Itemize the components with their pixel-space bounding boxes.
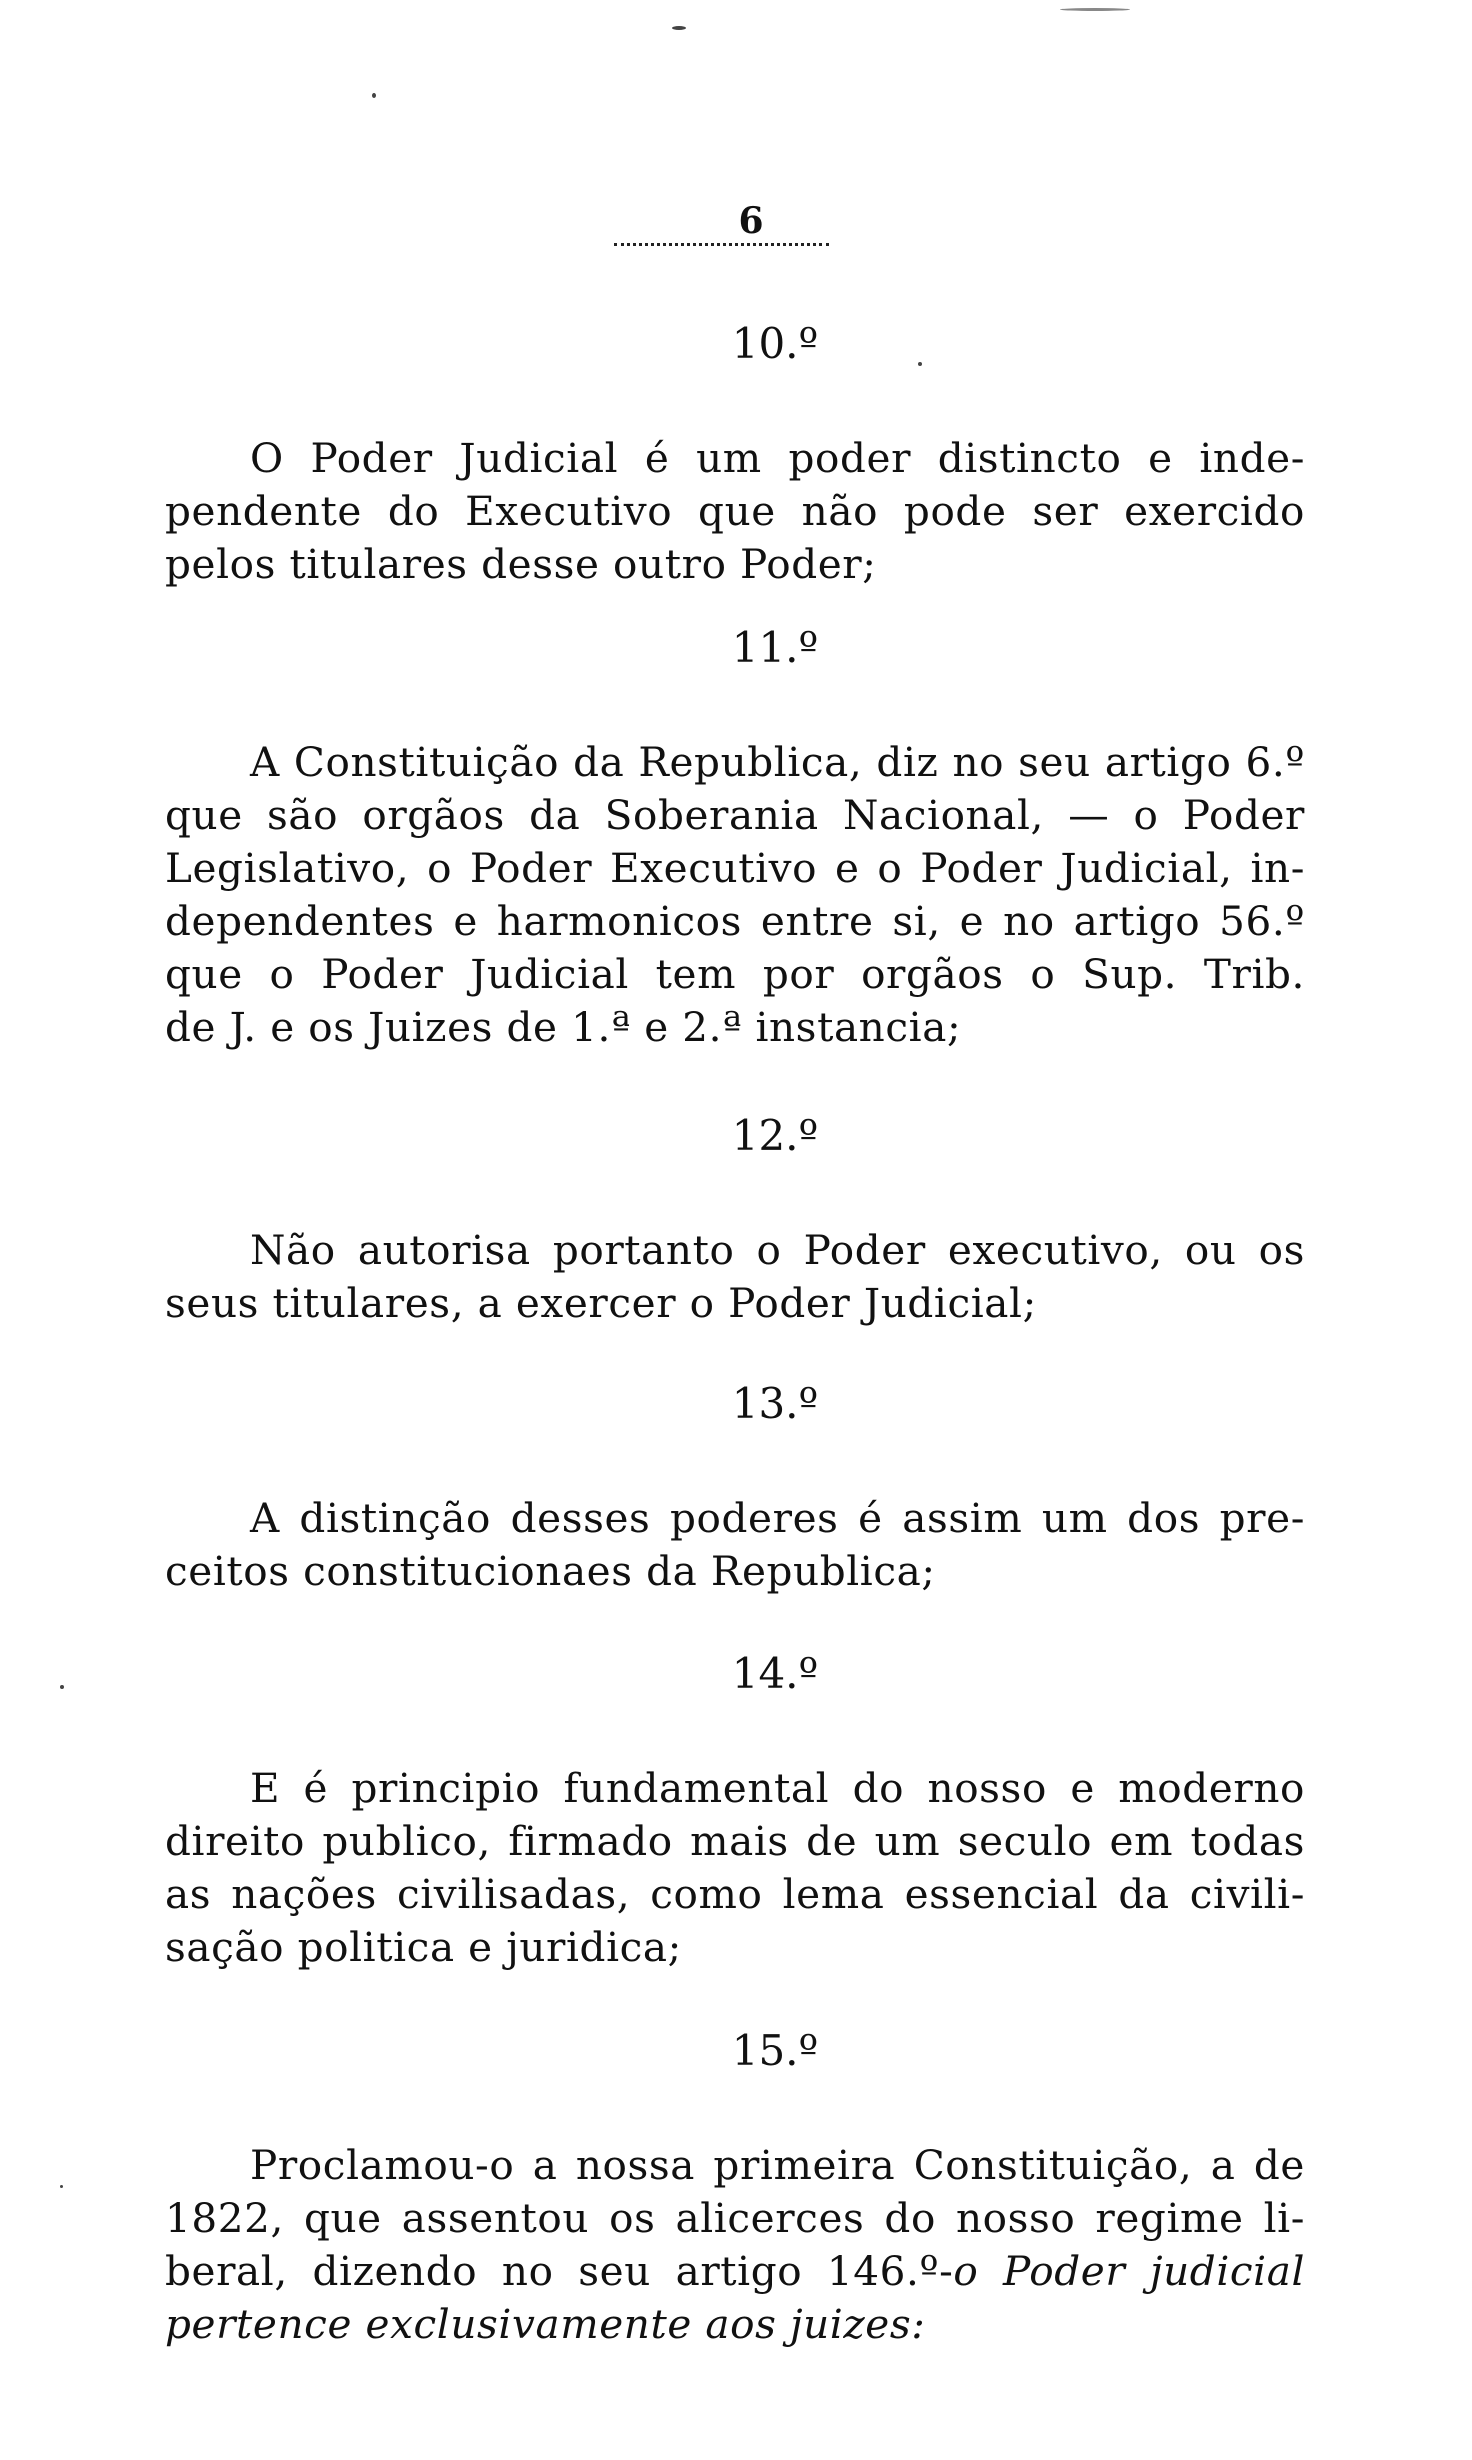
text-line: que o Poder Judicial tem por orgãos o Sup. Trib. <box>165 950 1305 998</box>
article-text <box>165 1492 1305 1598</box>
article-text <box>165 1224 1305 1330</box>
article-numeral: 11.º <box>731 623 819 672</box>
article-10 <box>165 318 1305 591</box>
text-line: que são orgãos da Soberania Nacional, — o Poder <box>165 791 1305 839</box>
text-line: seus titulares, a exercer o Poder Judicial; <box>165 1279 1037 1327</box>
article-14 <box>165 1648 1305 1974</box>
article-numeral: 15.º <box>731 2026 819 2075</box>
scan-speck <box>60 1685 64 1689</box>
text-line-italic-part: o Poder judicial <box>953 2247 1306 2295</box>
text-line-plain-part: beral, dizendo no seu artigo 146.º- <box>165 2247 954 2295</box>
article-text <box>165 736 1305 1054</box>
article-numeral: 10.º <box>731 319 819 368</box>
text-line: Proclamou-o a nossa primeira Constituição, a de <box>250 2141 1305 2189</box>
article-numeral: 14.º <box>731 1649 819 1698</box>
page-number-rule <box>614 243 829 246</box>
text-line: as nações civilisadas, como lema essencial da civili- <box>165 1870 1305 1918</box>
text-line: A distinção desses poderes é assim um dos pre- <box>250 1494 1305 1542</box>
article-numeral: 13.º <box>731 1379 819 1428</box>
scan-speck <box>1060 8 1130 11</box>
text-line: Legislativo, o Poder Executivo e o Poder Judicial, in- <box>165 844 1305 892</box>
text-line-mixed <box>165 2245 1305 2298</box>
text-line: Não autorisa portanto o Poder executivo, ou os <box>250 1226 1305 1274</box>
text-line: 1822, que assentou os alicerces do nosso regime li- <box>165 2194 1305 2242</box>
scan-speck <box>918 362 922 366</box>
scan-speck <box>372 93 376 98</box>
text-line-italic: pertence exclusivamente aos juizes: <box>165 2300 926 2348</box>
text-line: pelos titulares desse outro Poder; <box>165 540 877 588</box>
text-line: E é principio fundamental do nosso e moderno <box>250 1764 1305 1812</box>
page-number: 6 <box>738 200 764 242</box>
scan-speck <box>60 2185 63 2188</box>
scan-speck <box>672 26 686 30</box>
article-numeral: 12.º <box>731 1111 819 1160</box>
text-line: O Poder Judicial é um poder distincto e inde- <box>250 434 1305 482</box>
text-line: A Constituição da Republica, diz no seu artigo 6.º <box>250 738 1305 786</box>
text-line: de J. e os Juizes de 1.ª e 2.ª instancia; <box>165 1003 962 1051</box>
article-text <box>165 1762 1305 1974</box>
article-13 <box>165 1378 1305 1598</box>
article-12 <box>165 1110 1305 1330</box>
article-15 <box>165 2025 1305 2351</box>
article-11 <box>165 622 1305 1054</box>
text-line: direito publico, firmado mais de um seculo em todas <box>165 1817 1305 1865</box>
text-line: ceitos constitucionaes da Republica; <box>165 1547 936 1595</box>
text-line: pendente do Executivo que não pode ser exercido <box>165 487 1305 535</box>
article-text <box>165 2139 1305 2351</box>
text-line: dependentes e harmonicos entre si, e no artigo 56.º <box>165 897 1305 945</box>
text-line: sação politica e juridica; <box>165 1923 682 1971</box>
article-text <box>165 432 1305 591</box>
